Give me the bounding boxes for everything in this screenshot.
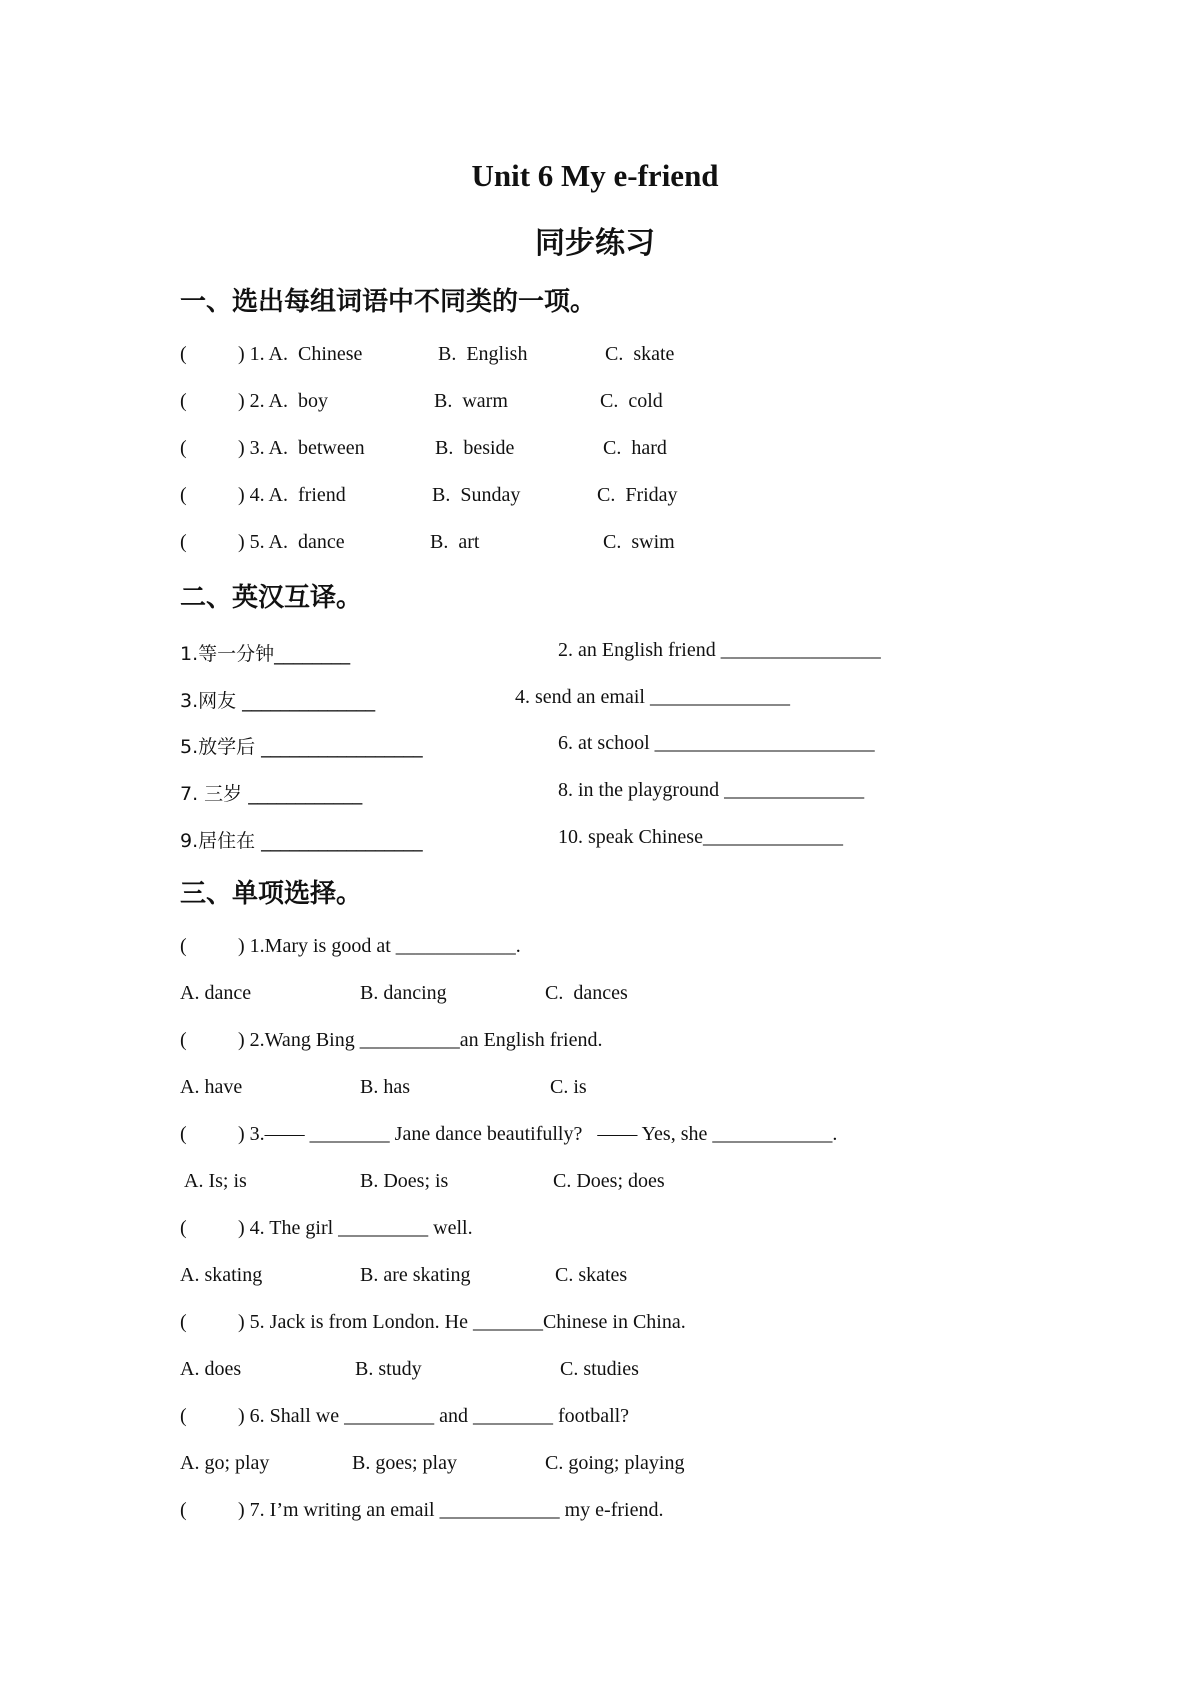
- question-text: ) 5. Jack is from London. He _______Chinese in China.: [238, 1311, 686, 1333]
- answer-paren: (: [180, 1405, 187, 1427]
- question-option-b: B. Sunday: [432, 484, 521, 506]
- choice-c: C. is: [550, 1076, 587, 1098]
- question-option-a: ) 3. A. between: [238, 437, 365, 459]
- choice-a: A. have: [180, 1076, 243, 1098]
- translation-item: 4. send an email ______________: [515, 686, 790, 708]
- page-title: Unit 6 My e-friend: [471, 158, 719, 193]
- answer-paren: (: [180, 437, 187, 459]
- choice-c: C. Does; does: [553, 1170, 665, 1192]
- question-text: ) 4. The girl _________ well.: [238, 1217, 473, 1239]
- choice-c: C. going; playing: [545, 1452, 685, 1474]
- question-option-b: B. art: [430, 531, 480, 553]
- choice-c: C. studies: [560, 1358, 639, 1380]
- question-option-b: B. beside: [435, 437, 515, 459]
- question-option-a: ) 2. A. boy: [238, 390, 328, 412]
- choice-b: B. are skating: [360, 1264, 471, 1286]
- question-option-a: ) 1. A. Chinese: [238, 343, 363, 365]
- section-heading-1: 一、选出每组词语中不同类的一项。: [180, 287, 597, 317]
- question-text: ) 6. Shall we _________ and ________ football?: [238, 1405, 630, 1427]
- translation-item: 1.等一分钟________: [180, 643, 351, 665]
- answer-paren: (: [180, 935, 187, 957]
- choice-b: B. dancing: [360, 982, 447, 1004]
- question-option-c: C. swim: [603, 531, 675, 553]
- answer-paren: (: [180, 531, 187, 553]
- question-text: ) 1.Mary is good at ____________.: [238, 935, 521, 957]
- choice-a: A. go; play: [180, 1452, 270, 1474]
- translation-item: 6. at school ______________________: [558, 732, 875, 754]
- translation-item: 10. speak Chinese______________: [558, 826, 843, 848]
- question-option-a: ) 5. A. dance: [238, 531, 345, 553]
- answer-paren: (: [180, 1123, 187, 1145]
- question-option-c: C. Friday: [597, 484, 678, 506]
- choice-b: B. has: [360, 1076, 410, 1098]
- question-option-a: ) 4. A. friend: [238, 484, 346, 506]
- translation-item: 2. an English friend ________________: [558, 639, 881, 661]
- question-option-c: C. hard: [603, 437, 667, 459]
- choice-a: A. Is; is: [184, 1170, 247, 1192]
- answer-paren: (: [180, 1311, 187, 1333]
- question-text: ) 3.—— ________ Jane dance beautifully? —— Yes, she ____________.: [238, 1123, 838, 1145]
- section-heading-3: 三、单项选择。: [180, 879, 363, 909]
- translation-item: 9.居住在 _________________: [180, 830, 423, 852]
- choice-b: B. Does; is: [360, 1170, 449, 1192]
- choice-a: A. does: [180, 1358, 242, 1380]
- answer-paren: (: [180, 390, 187, 412]
- page-subtitle: 同步练习: [535, 226, 655, 261]
- answer-paren: (: [180, 343, 187, 365]
- answer-paren: (: [180, 1217, 187, 1239]
- translation-item: 8. in the playground ______________: [558, 779, 865, 801]
- translation-item: 3.网友 ______________: [180, 690, 376, 712]
- section-heading-2: 二、英汉互译。: [180, 583, 363, 613]
- choice-a: A. skating: [180, 1264, 263, 1286]
- choice-c: C. dances: [545, 982, 628, 1004]
- translation-item: 5.放学后 _________________: [180, 736, 423, 758]
- choice-b: B. goes; play: [352, 1452, 457, 1474]
- choice-b: B. study: [355, 1358, 422, 1380]
- question-option-c: C. cold: [600, 390, 663, 412]
- question-option-b: B. English: [438, 343, 528, 365]
- question-text: ) 2.Wang Bing __________an English friend.: [238, 1029, 603, 1051]
- choice-c: C. skates: [555, 1264, 628, 1286]
- answer-paren: (: [180, 1029, 187, 1051]
- choice-a: A. dance: [180, 982, 252, 1004]
- question-option-c: C. skate: [605, 343, 675, 365]
- answer-paren: (: [180, 484, 187, 506]
- question-text: ) 7. I’m writing an email ____________ my e-friend.: [238, 1499, 664, 1521]
- answer-paren: (: [180, 1499, 187, 1521]
- question-option-b: B. warm: [434, 390, 508, 412]
- translation-item: 7. 三岁 ____________: [180, 783, 363, 805]
